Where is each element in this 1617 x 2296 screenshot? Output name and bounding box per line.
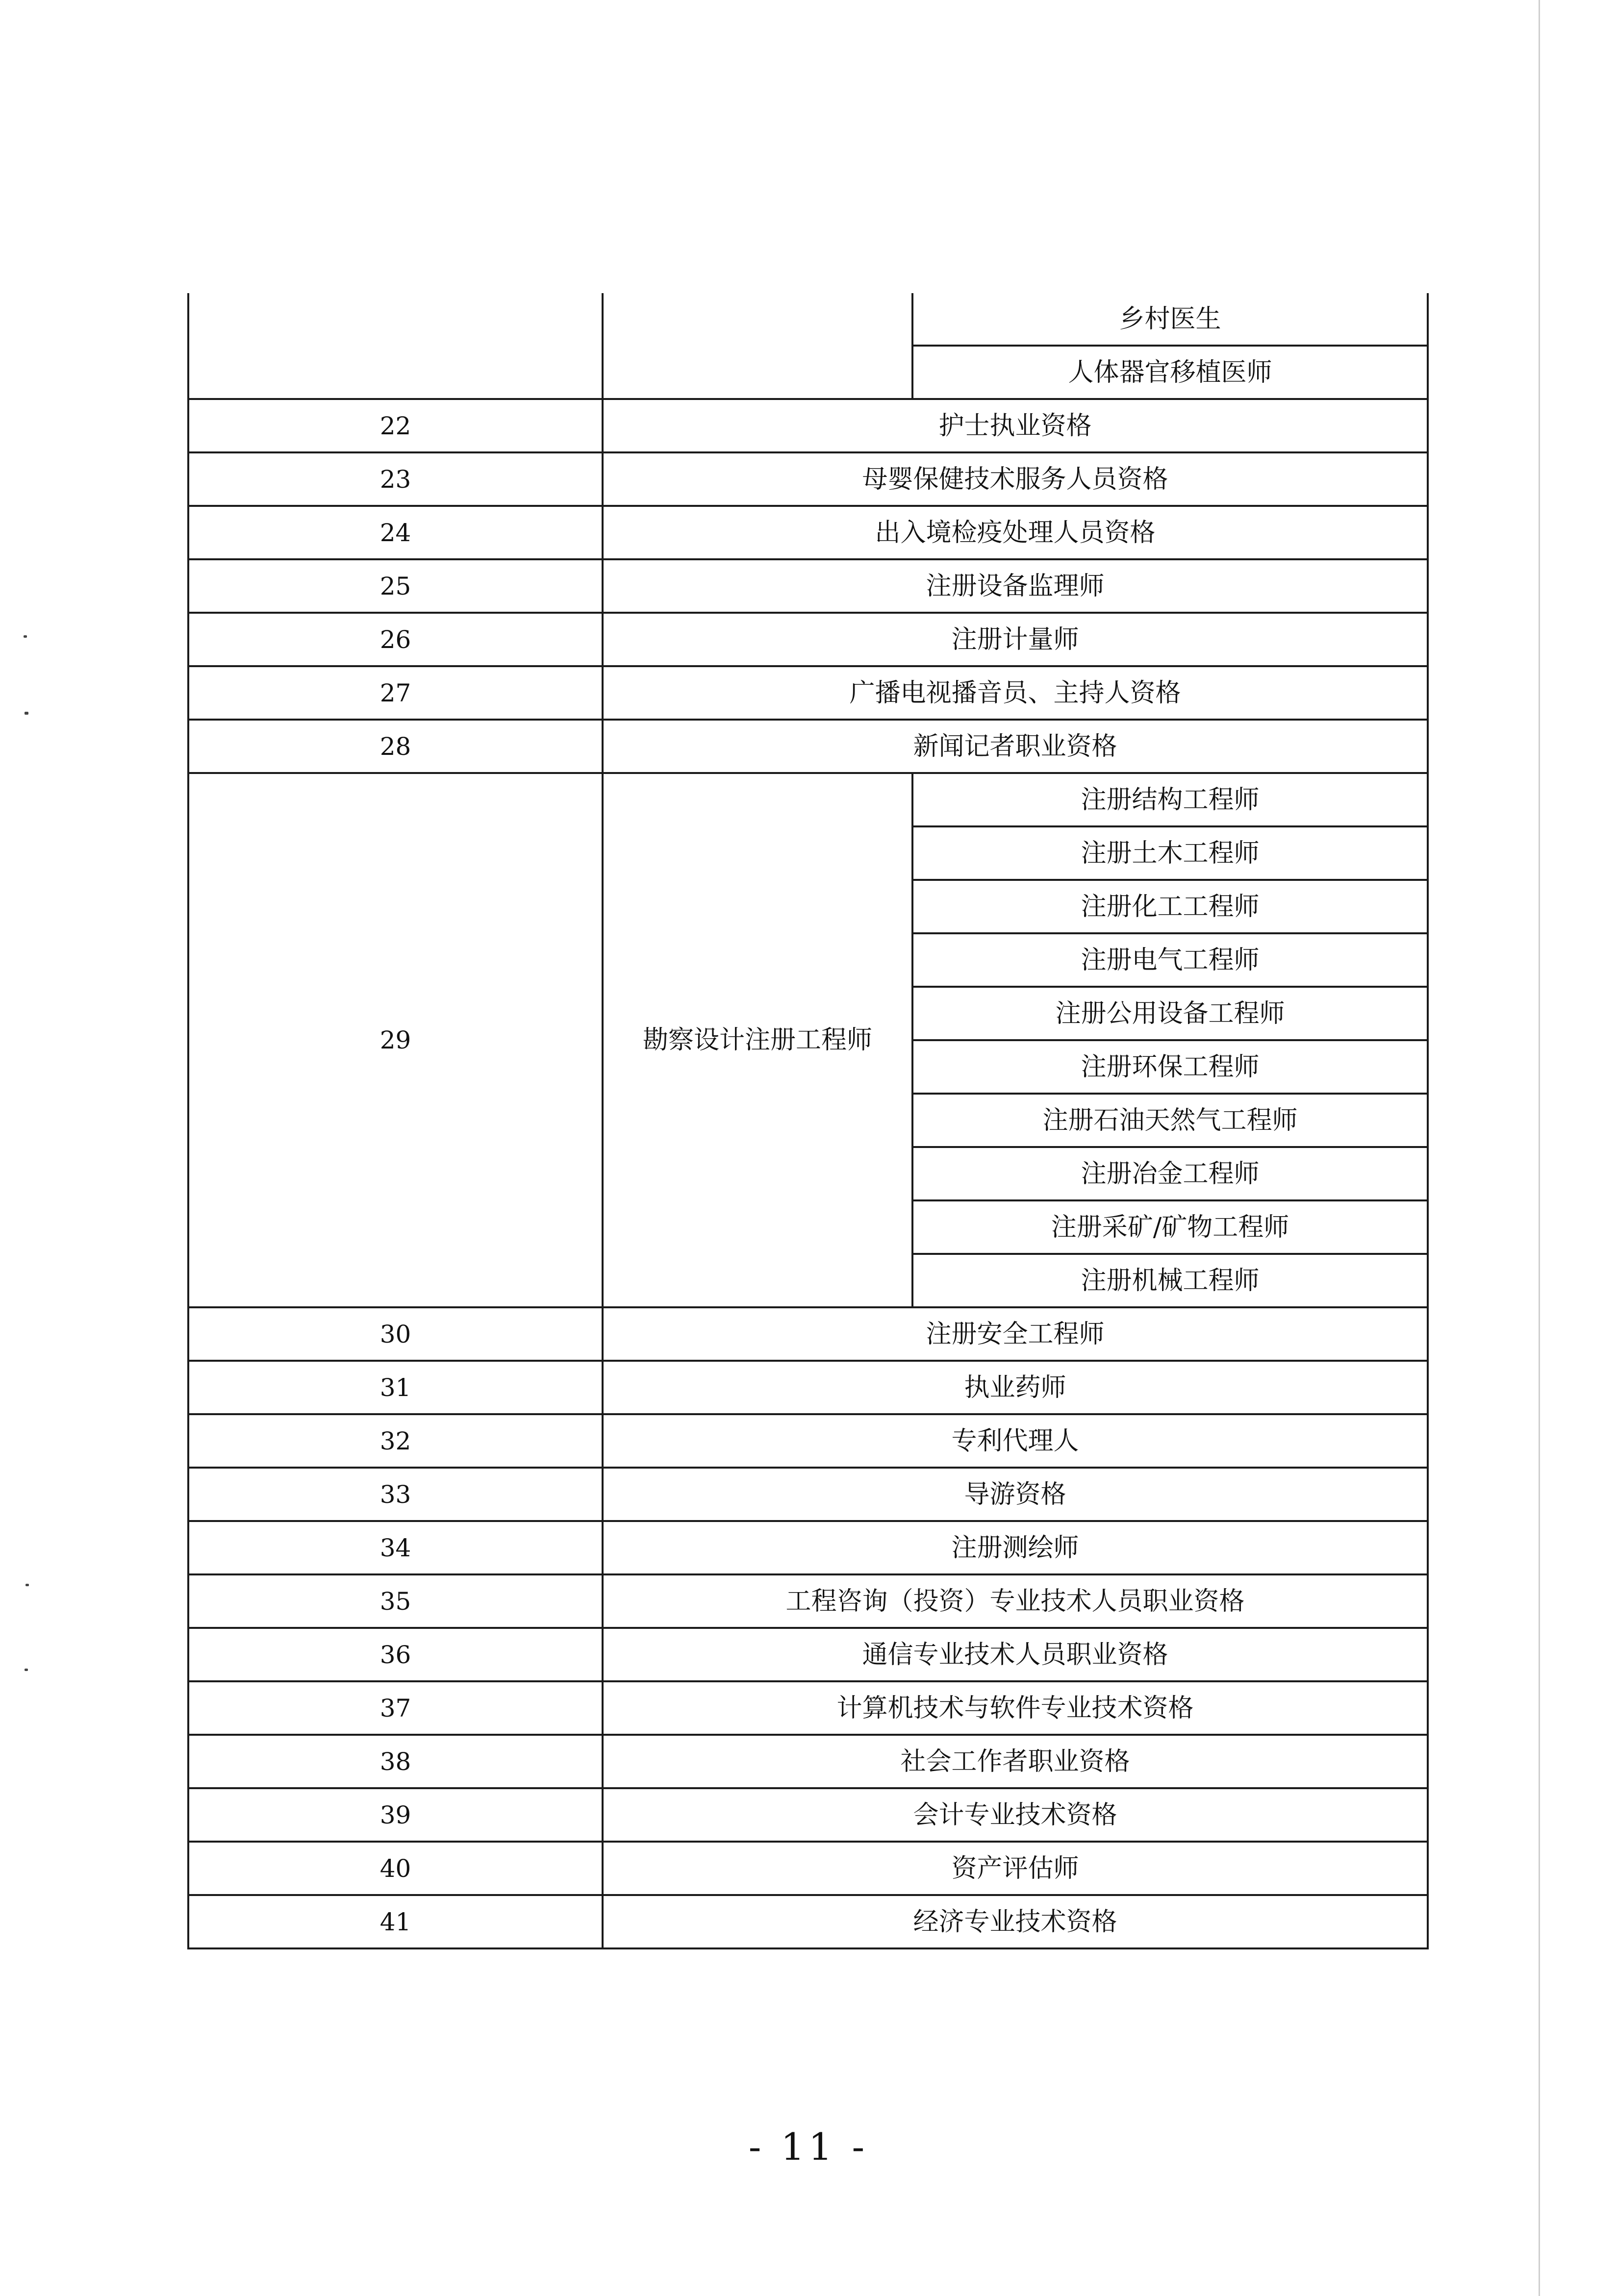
table-row: [188, 1735, 1428, 1788]
table-row: [188, 666, 1428, 720]
qualification-name-cell: 会计专业技术资格: [603, 1788, 1428, 1842]
table-row: [188, 1842, 1428, 1895]
qualification-name-cell: 注册计量师: [603, 613, 1428, 666]
table-row: [188, 720, 1428, 773]
row-number-cell: 31: [188, 1361, 603, 1414]
qualification-name-cell: 经济专业技术资格: [603, 1895, 1428, 1948]
scan-speck: [24, 635, 27, 638]
sub-item-cell: 注册石油天然气工程师: [912, 1094, 1428, 1147]
row-number-cell: 25: [188, 559, 603, 613]
table-row: [188, 1574, 1428, 1628]
row-number-cell: 23: [188, 452, 603, 506]
table-row: [188, 1361, 1428, 1414]
scan-speck: [25, 712, 28, 715]
table-row: [188, 1895, 1428, 1948]
qualification-name-cell: 专利代理人: [603, 1414, 1428, 1468]
row-number-cell: 22: [188, 399, 603, 452]
qualification-name-cell: 注册安全工程师: [603, 1307, 1428, 1361]
scan-speck: [25, 1584, 29, 1586]
table-row: [188, 293, 1428, 346]
sub-item-cell: 注册电气工程师: [912, 933, 1428, 987]
qualification-table-body: [188, 293, 1428, 1948]
table-row: [188, 1414, 1428, 1468]
row-number-cell: 30: [188, 1307, 603, 1361]
table-row: [188, 773, 1428, 826]
row-number-cell: 29: [188, 773, 603, 1307]
qualification-name-cell: 广播电视播音员、主持人资格: [603, 666, 1428, 720]
qualification-name-cell: 工程咨询（投资）专业技术人员职业资格: [603, 1574, 1428, 1628]
row-number-cell: 33: [188, 1468, 603, 1521]
continued-num-cell: [188, 293, 603, 399]
page-number: - 11 -: [748, 2125, 869, 2169]
sub-item-cell: 人体器官移植医师: [912, 346, 1428, 399]
row-number-cell: 38: [188, 1735, 603, 1788]
sub-item-cell: 注册结构工程师: [912, 773, 1428, 826]
qualification-name-cell: 资产评估师: [603, 1842, 1428, 1895]
page-edge-line: [1539, 0, 1540, 2296]
qualification-name-cell: 导游资格: [603, 1468, 1428, 1521]
scan-speck: [25, 1669, 28, 1671]
qualification-name-cell: 出入境检疫处理人员资格: [603, 506, 1428, 559]
row-number-cell: 41: [188, 1895, 603, 1948]
row-number-cell: 35: [188, 1574, 603, 1628]
row-number-cell: 37: [188, 1681, 603, 1735]
qualification-name-cell: 通信专业技术人员职业资格: [603, 1628, 1428, 1681]
sub-item-cell: 注册环保工程师: [912, 1040, 1428, 1094]
table-row: [188, 1628, 1428, 1681]
table-row: [188, 452, 1428, 506]
table-row: [188, 1468, 1428, 1521]
sub-item-cell: 注册冶金工程师: [912, 1147, 1428, 1200]
qualification-name-cell: 新闻记者职业资格: [603, 720, 1428, 773]
sub-item-cell: 注册公用设备工程师: [912, 987, 1428, 1040]
table-row: [188, 559, 1428, 613]
qualification-name-cell: 勘察设计注册工程师: [603, 773, 912, 1307]
sub-item-cell: 注册土木工程师: [912, 826, 1428, 880]
qualification-name-cell: 注册设备监理师: [603, 559, 1428, 613]
table-row: [188, 1521, 1428, 1574]
qualification-table: [187, 293, 1429, 1949]
table-row: [188, 506, 1428, 559]
row-number-cell: 32: [188, 1414, 603, 1468]
sub-item-cell: 注册化工工程师: [912, 880, 1428, 933]
row-number-cell: 39: [188, 1788, 603, 1842]
row-number-cell: 40: [188, 1842, 603, 1895]
sub-item-cell: 注册机械工程师: [912, 1254, 1428, 1307]
row-number-cell: 24: [188, 506, 603, 559]
row-number-cell: 27: [188, 666, 603, 720]
table-row: [188, 399, 1428, 452]
table-row: [188, 1788, 1428, 1842]
qualification-name-cell: 计算机技术与软件专业技术资格: [603, 1681, 1428, 1735]
sub-item-cell: 注册采矿/矿物工程师: [912, 1200, 1428, 1254]
sub-item-cell: 乡村医生: [912, 293, 1428, 346]
qualification-name-cell: 护士执业资格: [603, 399, 1428, 452]
qualification-name-cell: 执业药师: [603, 1361, 1428, 1414]
row-number-cell: 28: [188, 720, 603, 773]
qualification-name-cell: 母婴保健技术服务人员资格: [603, 452, 1428, 506]
row-number-cell: 36: [188, 1628, 603, 1681]
table-row: [188, 1681, 1428, 1735]
table-row: [188, 613, 1428, 666]
qualification-name-cell: 注册测绘师: [603, 1521, 1428, 1574]
continued-name-cell: [603, 293, 912, 399]
qualification-name-cell: 社会工作者职业资格: [603, 1735, 1428, 1788]
table-row: [188, 1307, 1428, 1361]
row-number-cell: 34: [188, 1521, 603, 1574]
row-number-cell: 26: [188, 613, 603, 666]
